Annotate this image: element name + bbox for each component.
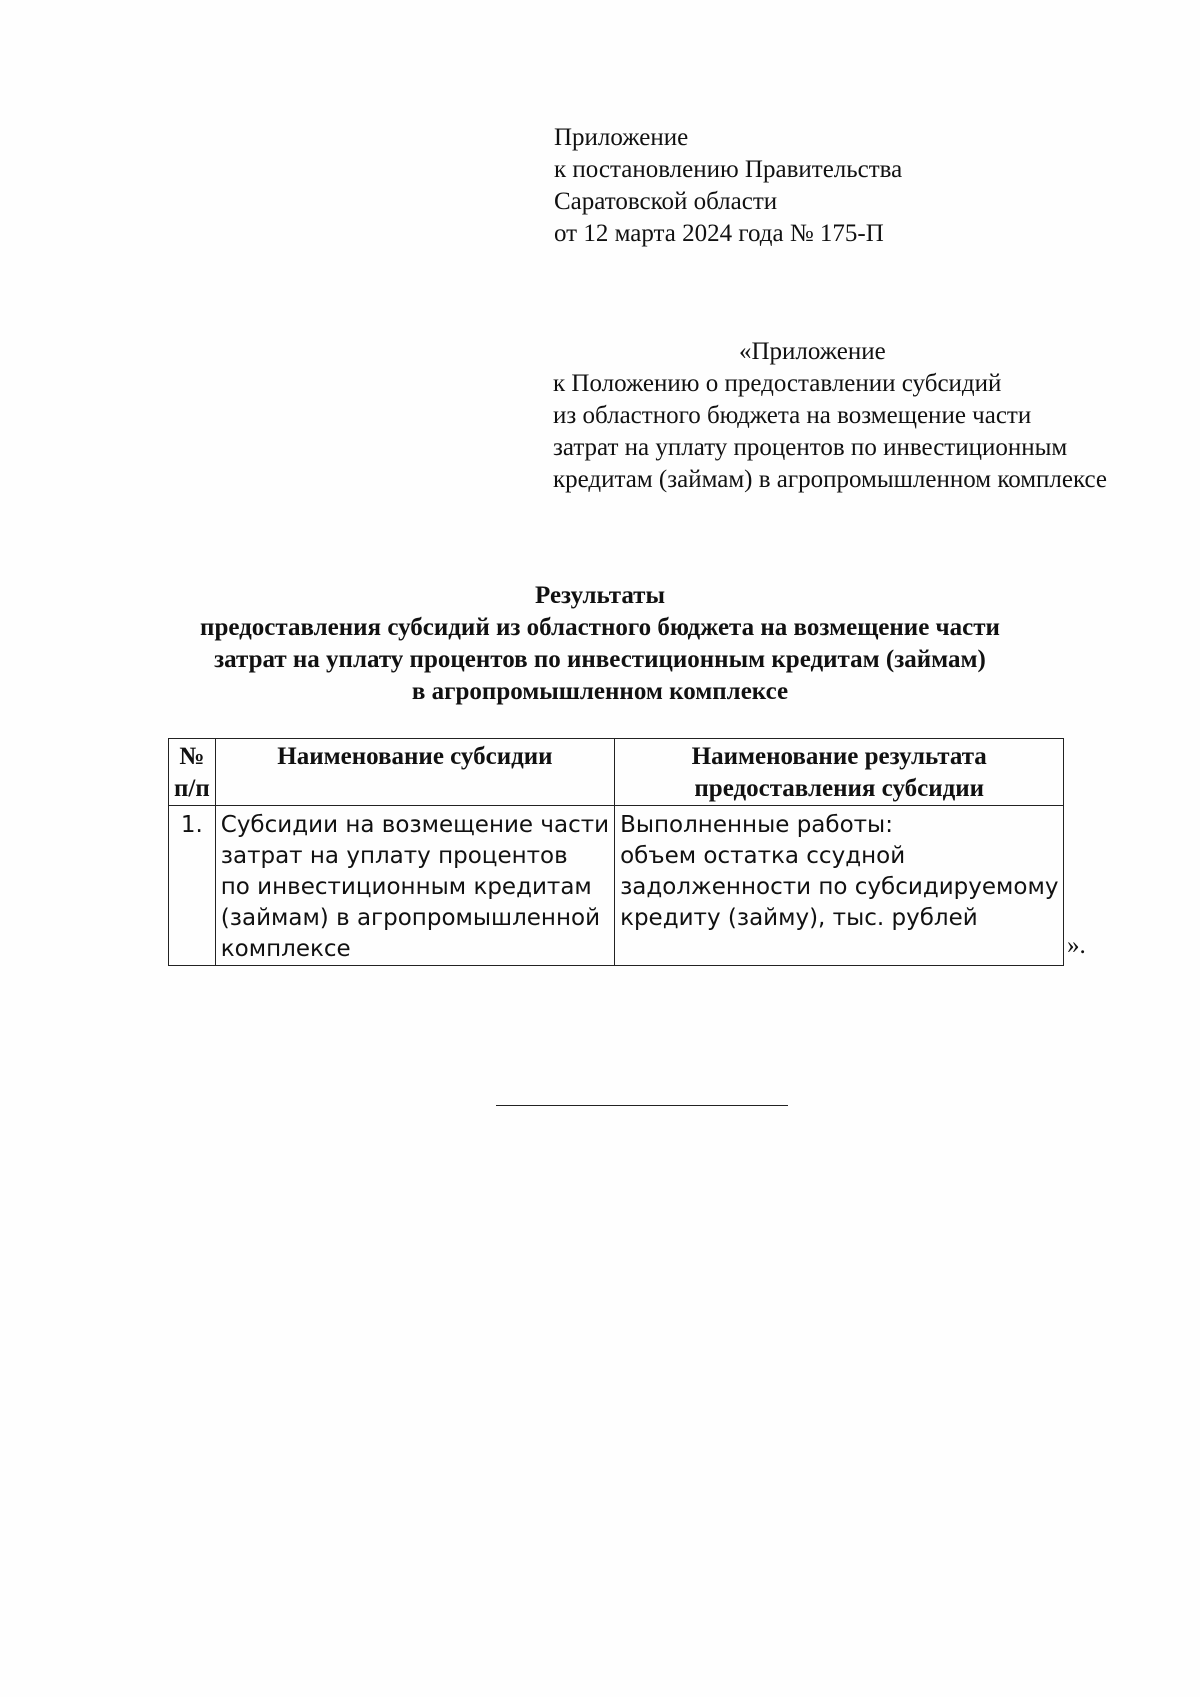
regulation-appendix-line: затрат на уплату процентов по инвестиционным: [553, 434, 1068, 461]
table-header-row: [169, 739, 1064, 806]
appendix-header: [554, 122, 902, 250]
row-result-name: Выполненные работы: объем остатка ссудной задолженности по субсидируемому кредиту (займу), тыс. рублей: [615, 806, 1064, 966]
title-line: в агропромышленном комплексе: [411, 678, 789, 705]
header-result-name: Наименование результата предоставления субсидии: [615, 739, 1064, 806]
header-subsidy-name: Наименование субсидии: [215, 739, 614, 806]
closing-quote: ».: [1067, 932, 1086, 959]
regulation-appendix-header: [553, 336, 1107, 496]
table-row: [169, 806, 1064, 966]
title-line: затрат на уплату процентов по инвестиционным кредитам (займам): [214, 646, 986, 673]
appendix-line: к постановлению Правительства: [554, 156, 903, 183]
regulation-appendix-line: «Приложение: [739, 338, 886, 365]
row-subsidy-name: Субсидии на возмещение части затрат на уплату процентов по инвестиционным кредитам (займам) в агропромышленной комплексе: [215, 806, 614, 966]
end-divider-line: [496, 1105, 788, 1106]
regulation-appendix-line: из областного бюджета на возмещение части: [553, 402, 1032, 429]
regulation-appendix-line: к Положению о предоставлении субсидий: [553, 370, 1002, 397]
appendix-line: Саратовской области: [554, 188, 778, 215]
header-number: № п/п: [169, 739, 216, 806]
appendix-line: от 12 марта 2024 года № 175-П: [554, 220, 884, 247]
results-table: [168, 738, 1064, 966]
appendix-line: Приложение: [554, 124, 689, 151]
title-line: Результаты: [535, 582, 665, 609]
document-title: [100, 580, 1100, 708]
regulation-appendix-line: кредитам (займам) в агропромышленном комплексе: [553, 466, 1108, 493]
title-line: предоставления субсидий из областного бюджета на возмещение части: [200, 614, 1000, 641]
row-number: 1.: [169, 806, 216, 966]
